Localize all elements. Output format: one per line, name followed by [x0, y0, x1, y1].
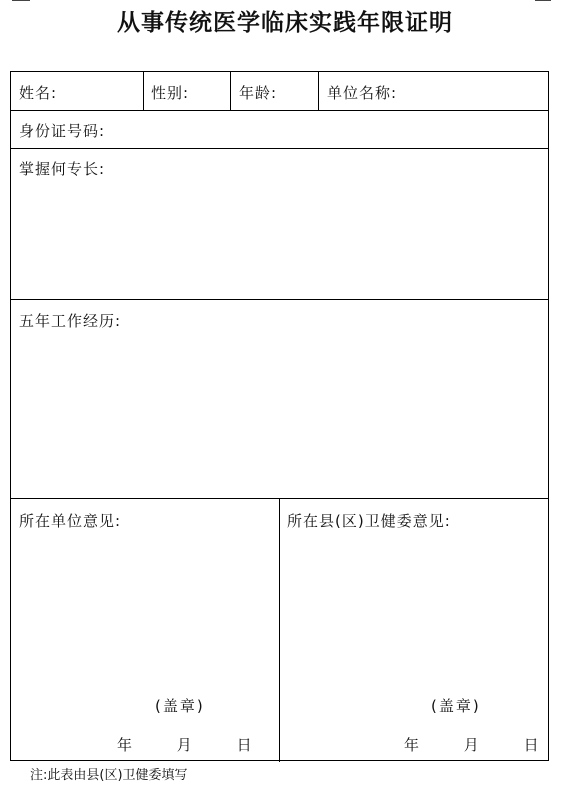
opinion-divider	[279, 498, 280, 762]
county-date-year: 年	[404, 736, 420, 754]
top-edge-mark-right	[535, 0, 551, 1]
work-experience-field[interactable]	[19, 310, 121, 331]
unit-field[interactable]	[327, 82, 397, 103]
name-label: 姓名:	[19, 84, 58, 102]
county-date-month: 月	[463, 736, 479, 754]
row-divider	[11, 299, 548, 300]
age-field[interactable]	[239, 82, 277, 103]
county-date-day: 日	[523, 736, 539, 754]
age-label: 年龄:	[239, 84, 278, 102]
id-number-label: 身份证号码:	[19, 122, 106, 140]
certificate-form	[10, 71, 549, 761]
page-title: 从事传统医学临床实践年限证明	[117, 10, 453, 36]
row-divider	[11, 110, 548, 111]
id-number-field[interactable]	[19, 120, 105, 141]
unit-date-month: 月	[176, 736, 192, 754]
divider	[318, 72, 319, 110]
gender-label: 性别:	[151, 84, 190, 102]
specialty-field[interactable]	[19, 158, 105, 179]
county-date-line	[404, 734, 539, 755]
name-field[interactable]	[19, 82, 57, 103]
unit-date-year: 年	[117, 736, 133, 754]
divider	[143, 72, 144, 110]
gender-field[interactable]	[151, 82, 189, 103]
specialty-label: 掌握何专长:	[19, 160, 106, 178]
row-divider	[11, 148, 548, 149]
unit-date-line	[117, 734, 252, 755]
unit-opinion-label: 所在单位意见:	[19, 512, 122, 530]
footnote: 注:此表由县(区)卫健委填写	[30, 768, 188, 783]
top-edge-mark-left	[12, 0, 30, 1]
divider	[230, 72, 231, 110]
unit-opinion-field[interactable]	[19, 510, 121, 531]
county-stamp-label: (盖章)	[431, 697, 481, 715]
county-opinion-label: 所在县(区)卫健委意见:	[287, 512, 451, 530]
work-experience-label: 五年工作经历:	[19, 312, 122, 330]
unit-label: 单位名称:	[327, 84, 398, 102]
unit-date-day: 日	[236, 736, 252, 754]
unit-stamp-label: (盖章)	[155, 697, 205, 715]
county-opinion-field[interactable]	[287, 510, 451, 531]
